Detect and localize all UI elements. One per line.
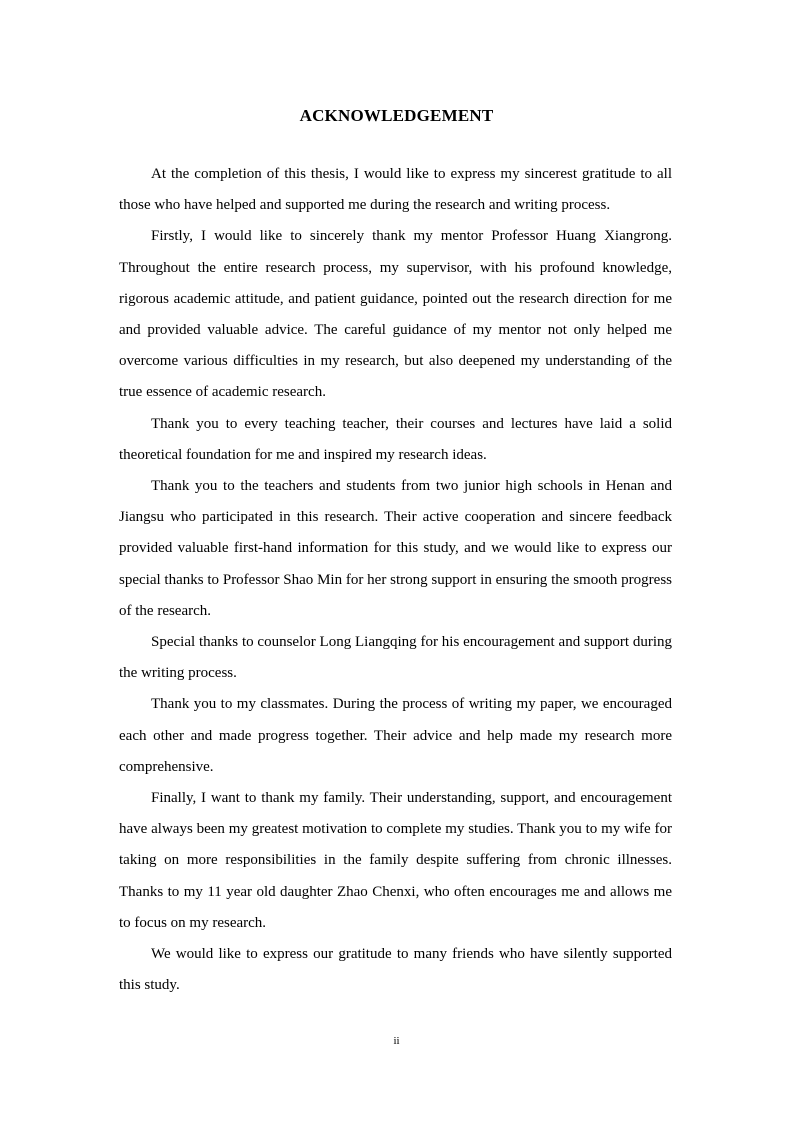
acknowledgement-body xyxy=(119,159,672,1001)
paragraph-teachers: Thank you to every teaching teacher, their courses and lectures have laid a solid theoretical foundation for me and inspired my research ideas. xyxy=(119,415,672,463)
paragraph-counselor: Special thanks to counselor Long Liangqing for his encouragement and support during the writing process. xyxy=(119,634,672,682)
paragraph-participants: Thank you to the teachers and students from two junior high schools in Henan and Jiangsu who participated in this research. Their active cooperation and sincere feedback provided valuable first-hand information for this study, and we would like to express our special thanks to Professor Shao Min for her strong support in ensuring the smooth progress of the research. xyxy=(119,478,672,619)
page-number: ii xyxy=(393,1035,400,1047)
paragraph-friends: We would like to express our gratitude to many friends who have silently supported this study. xyxy=(119,946,672,994)
paragraph-mentor: Firstly, I would like to sincerely thank my mentor Professor Huang Xiangrong. Throughout the entire research process, my supervisor, with his profound knowledge, rigorous academic attitude, and patient guidance, pointed out the research direction for me and provided valuable advice. The careful guidance of my mentor not only helped me overcome various difficulties in my research, but also deepened my understanding of the true essence of academic research. xyxy=(119,228,672,401)
paragraph-classmates: Thank you to my classmates. During the process of writing my paper, we encouraged each other and made progress together. Their advice and help made my research more comprehensive. xyxy=(119,696,672,775)
paragraph-family: Finally, I want to thank my family. Their understanding, support, and encouragement have always been my greatest motivation to complete my studies. Thank you to my wife for taking on more responsibilities in the family despite suffering from chronic illnesses. Thanks to my 11 year old daughter Zhao Chenxi, who often encourages me and allows me to focus on my research. xyxy=(119,790,672,931)
page-title: ACKNOWLEDGEMENT xyxy=(299,106,494,125)
paragraph-intro: At the completion of this thesis, I would like to express my sincerest gratitude to all those who have helped and supported me during the research and writing process. xyxy=(119,166,672,214)
